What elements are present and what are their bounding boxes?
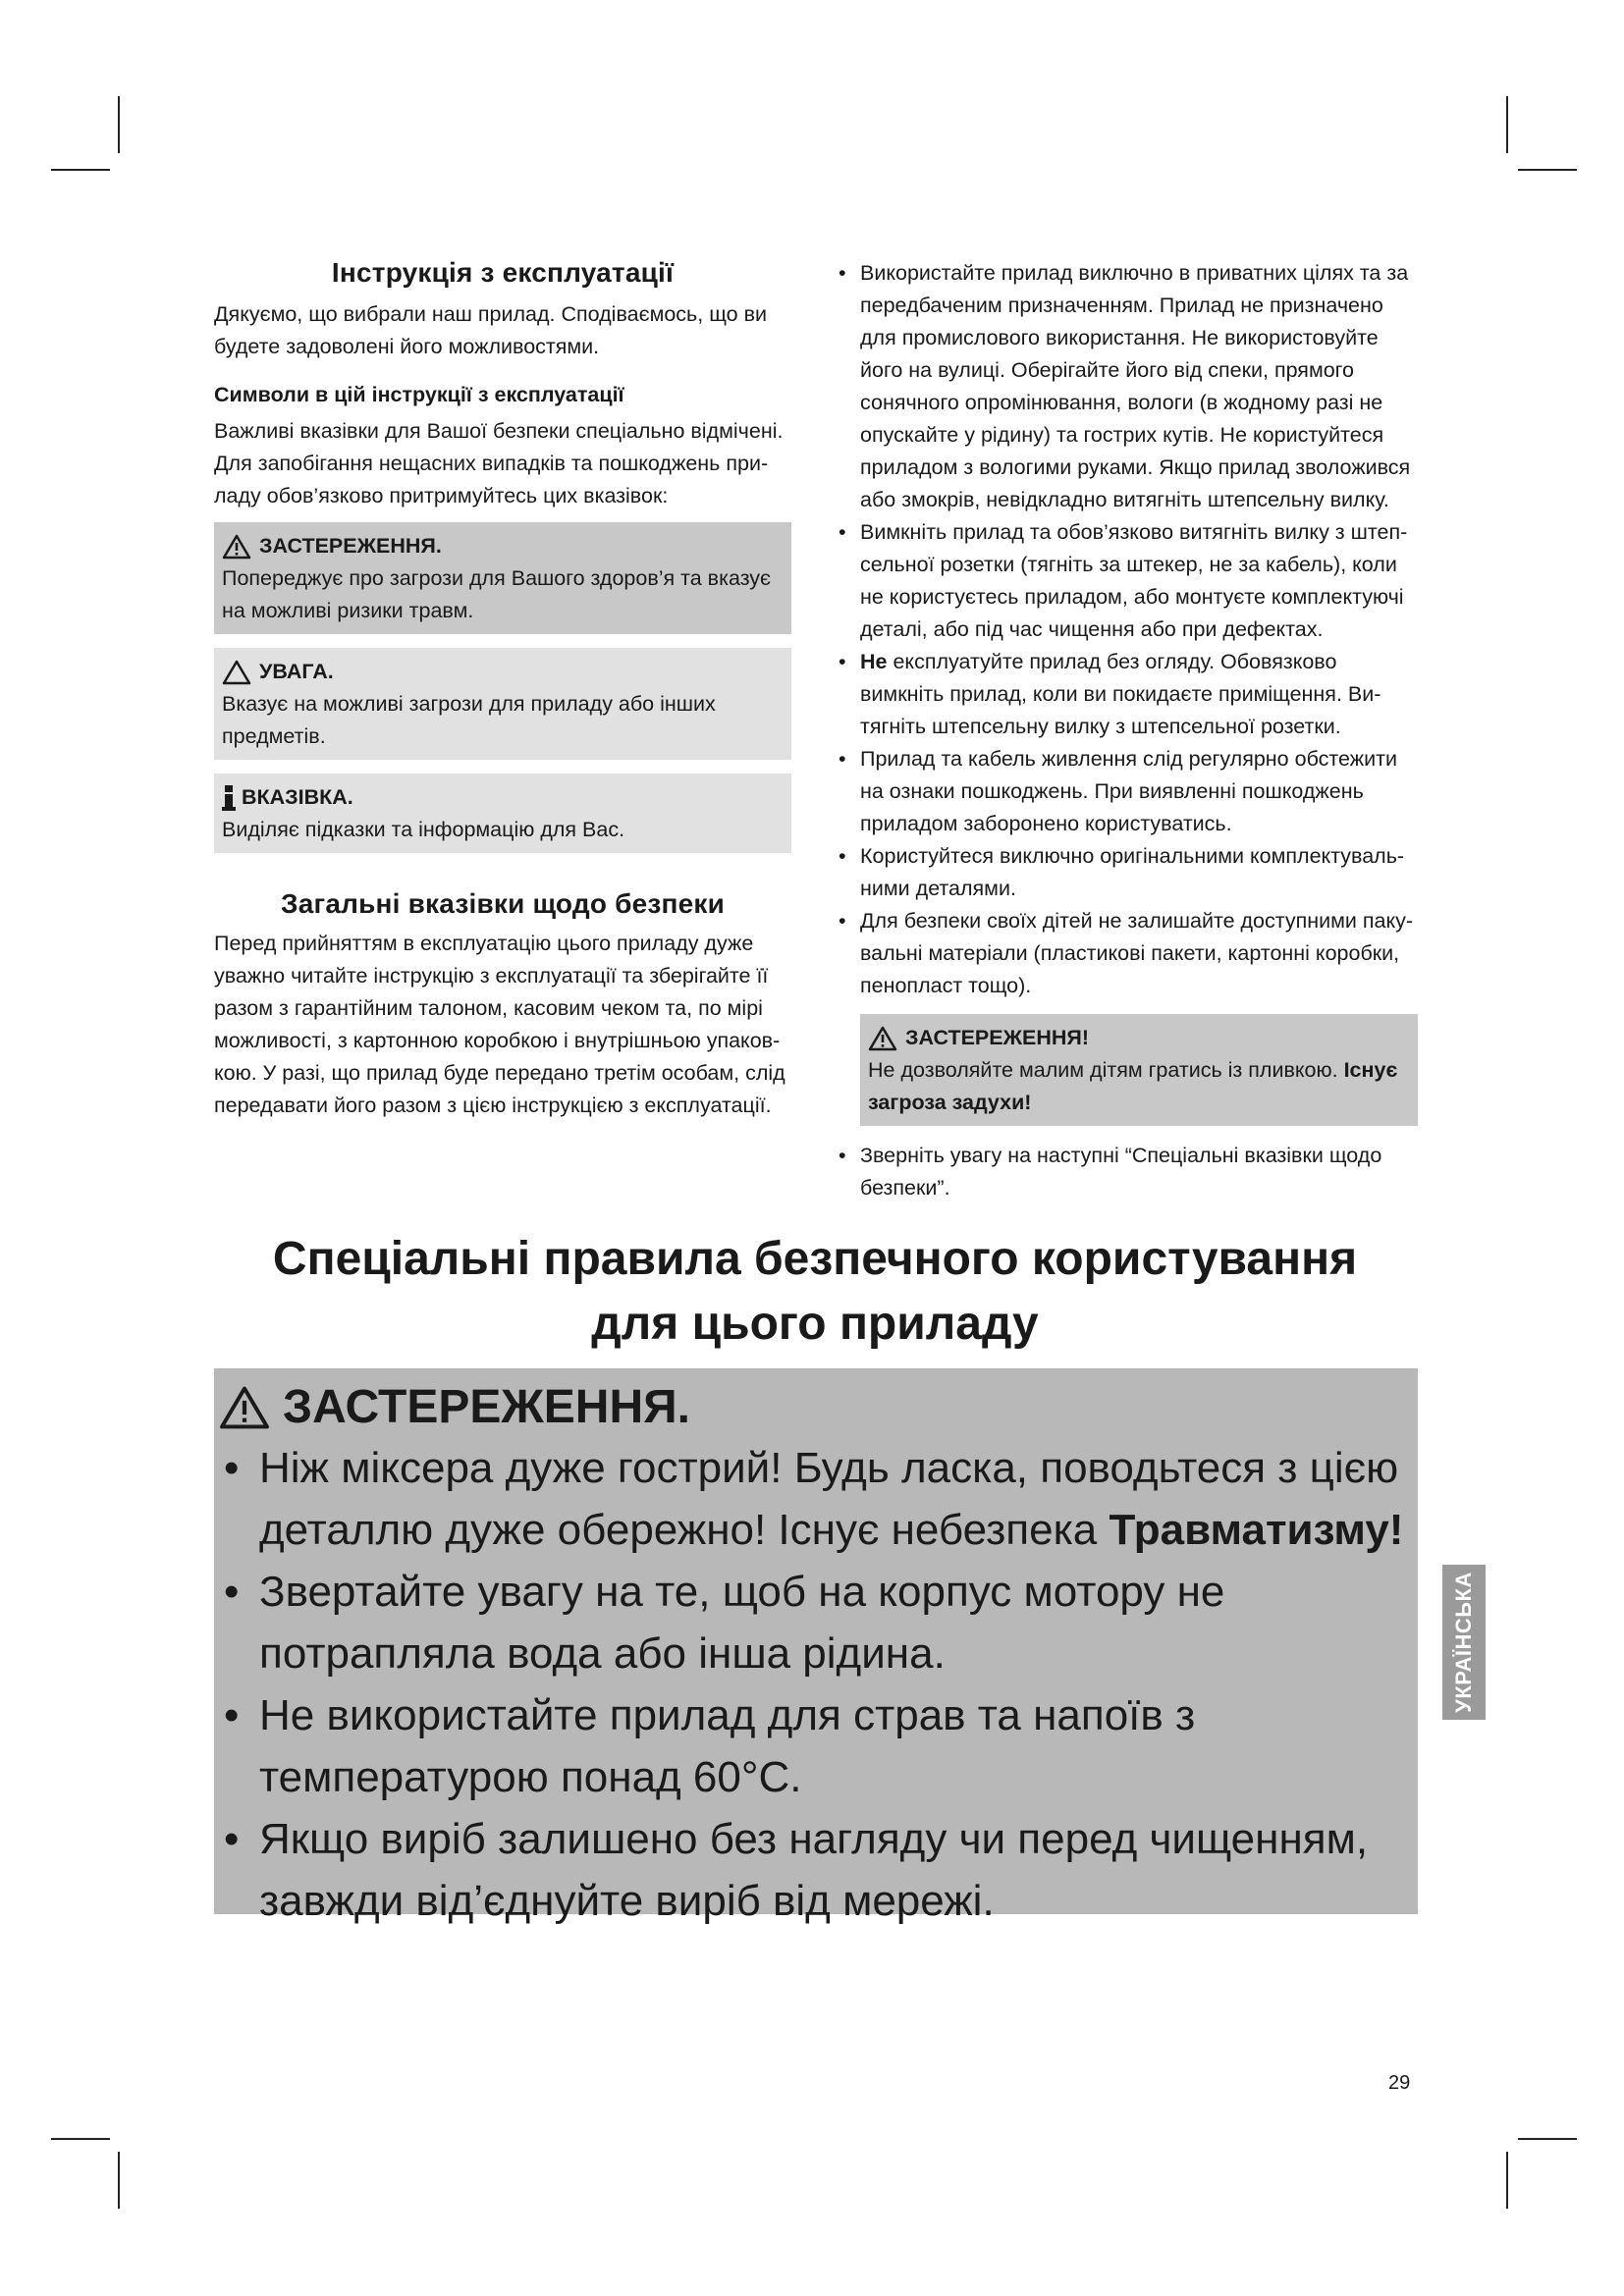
crop-mark [1518, 2138, 1577, 2140]
warning-box [214, 522, 791, 634]
final-bullet-list [837, 1140, 1418, 1204]
crop-mark [51, 169, 110, 171]
warning-triangle-icon [218, 1385, 271, 1430]
right-column [837, 257, 1418, 1204]
bold-phrase: Травматизму! [1109, 1506, 1404, 1554]
list-item: • Вимкніть прилад та обов’язково витягніть вилку з штеп-сельної розетки (тягніть за штекер, не за кабель), коли не користуєтесь приладом, або монтуєте комплектуючі деталі, або під час чищення або при дефектах. [839, 520, 1408, 641]
warning-triangle-icon [868, 1026, 897, 1051]
child-warning-title: ЗАСТЕРЕЖЕННЯ! [905, 1026, 1090, 1049]
child-warning-box [860, 1014, 1418, 1126]
note-text: Виділяє підказки та інформацію для Вас. [222, 818, 625, 841]
left-column [214, 257, 791, 1122]
caution-triangle-icon [222, 660, 251, 685]
list-item: • Прилад та кабель живлення слід регулярно обстежити на ознаки пошкоджень. При виявленні пошкоджень приладом заборонено користуватись. [839, 747, 1397, 835]
warning-text: Попереджує про загрози для Вашого здоров’я та вказує на можливі ризики травм. [222, 566, 772, 622]
info-icon [222, 785, 236, 811]
general-safety-text: Перед прийняттям в експлуатацію цього приладу дуже уважно читайте інструкцію з експлуатації та зберігайте її разом з гарантійним талоном, касовим чеком та, по мірі можливості, з картонною коробкою і внутрішньою упаков-кою. У разі, що прилад буде передано третім особам, слід передавати його разом з цією інструкцією з експлуатації. [214, 932, 785, 1117]
symbols-text: Важливі вказівки для Вашої безпеки спеціально відмічені. Для запобігання нещасних випадків та пошкоджень при-ладу обов’язково притримуйтесь цих вказівок: [214, 419, 784, 507]
page-title: Інструкція з експлуатації [331, 257, 675, 288]
safety-bullet-list [837, 257, 1418, 1002]
language-tab: УКРАЇНСЬКА [1442, 1565, 1486, 1720]
list-item: • Якщо виріб залишено без нагляду чи перед чищенням, завжди від’єднуйте виріб від мережі. [224, 1815, 1369, 1925]
list-item: • Для безпеки своїх дітей не залишайте доступними паку-вальні матеріали (пластикові пакети, картонні коробки, пенопласт тощо). [839, 909, 1414, 997]
crop-mark [118, 2152, 120, 2209]
special-rules-title: Спеціальні правила безпечного користування для цього приладу [272, 1233, 1358, 1350]
page-number: 29 [1388, 2072, 1411, 2094]
list-item: • Не експлуатуйте прилад без огляду. Обовязково вимкніть прилад, коли ви покидаєте приміщення. Ви-тягніть штепсельну вилку з штепсельної розетки. [839, 650, 1381, 738]
child-warning-bold: Існує загроза задухи! [868, 1058, 1398, 1114]
crop-mark [1506, 96, 1508, 153]
crop-mark [1518, 169, 1577, 171]
intro-text: Дякуємо, що вибрали наш прилад. Сподіваємось, що ви будете задоволені його можливостями. [214, 302, 768, 358]
caution-box [214, 648, 791, 760]
list-item: • Звертайте увагу на те, щоб на корпус мотору не потрапляла вода або інша рідина. [224, 1568, 1225, 1678]
special-warning-heading: ЗАСТЕРЕЖЕННЯ. [218, 1380, 690, 1434]
caution-text: Вказує на можливі загрози для приладу або інших предметів. [222, 692, 716, 748]
child-warning-text: Не дозволяйте малим дітям гратись із пливкою. [868, 1058, 1338, 1082]
list-item: • Не використайте прилад для страв та напоїв з температурою понад 60°C. [224, 1691, 1196, 1801]
general-safety-heading: Загальні вказівки щодо безпеки [280, 888, 726, 919]
crop-mark [118, 96, 120, 153]
note-box [214, 774, 791, 853]
symbols-heading: Символи в цій інструкції з експлуатації [214, 383, 624, 406]
crop-mark [51, 2138, 110, 2140]
list-item: • Ніж міксера дуже гострий! Будь ласка, поводьтеся з цією деталлю дуже обережно! Існує небезпека Травматизму! [224, 1444, 1404, 1554]
warning-triangle-icon [222, 534, 251, 560]
warning-title: ЗАСТЕРЕЖЕННЯ. [259, 534, 442, 558]
list-item: • Зверніть увагу на наступні “Спеціальні вказівки щодо безпеки”. [839, 1144, 1382, 1200]
crop-mark [1506, 2152, 1508, 2209]
list-item: • Користуйтеся виключно оригінальними комплектуваль-ними деталями. [839, 844, 1405, 900]
list-item: • Використайте прилад виключно в приватних цілях та за передбаченим призначенням. Прилад не призначено для промислового використання. Не використовуйте його на вулиці. Оберігайте його від спеки, прямого сонячного опромінювання, вологи (в жодному разі не опускайте у рідину) та гострих кутів. Не користуйтеся приладом з вологими руками. Якщо прилад зволожився або змокрів, невідкладно витягніть штепсельну вилку. [839, 261, 1411, 511]
caution-title: УВАГА. [259, 660, 334, 683]
note-title: ВКАЗІВКА. [242, 785, 353, 809]
special-rules-list [218, 1437, 1410, 1932]
bold-prefix: Не [860, 650, 888, 673]
